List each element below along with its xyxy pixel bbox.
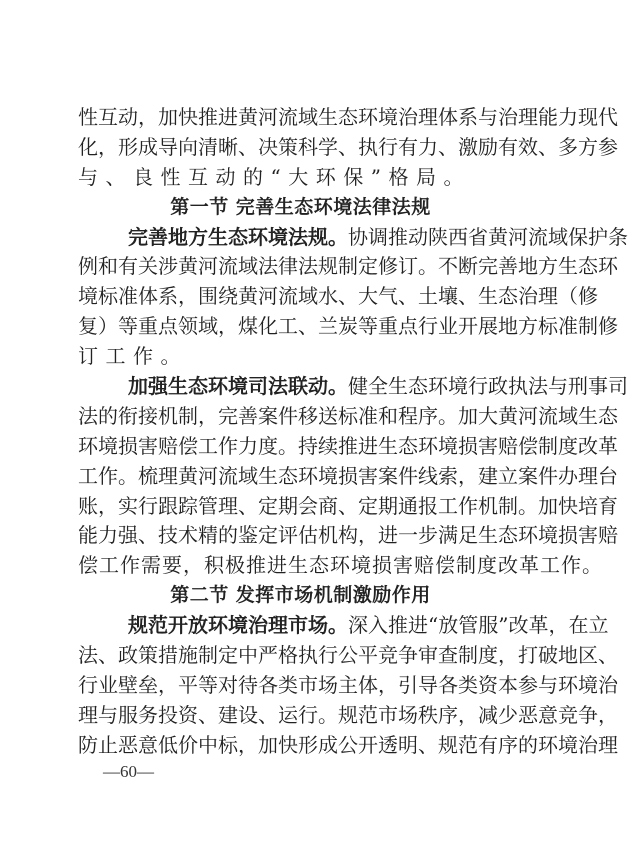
text-line: 环境损害赔偿工作力度。持续推进生态环境损害赔偿制度改革	[78, 433, 618, 458]
paragraph-text: 协调推动陕西省黄河流域保护条	[348, 224, 628, 249]
text-line: 防止恶意低价中标，加快形成公开透明、规范有序的环境治理	[78, 732, 618, 757]
text-line: 账，实行跟踪管理、定期会商、定期通报工作机制。加快培育	[78, 493, 618, 518]
text-line: 化，形成导向清晰、决策科学、执行有力、激励有效、多方参	[78, 134, 618, 159]
text-line: 能力强、技术精的鉴定评估机构，进一步满足生态环境损害赔	[78, 523, 618, 548]
paragraph-text: 健全生态环境行政执法与刑事司	[348, 374, 628, 399]
text-line: 法的衔接机制，完善案件移送标准和程序。加大黄河流域生态	[78, 403, 618, 428]
section-heading: 第二节 发挥市场机制激励作用	[170, 584, 431, 607]
text-line: 复）等重点领域，煤化工、兰炭等重点行业开展地方标准制修	[78, 314, 618, 339]
paragraph-lead: 加强生态环境司法联动。	[128, 374, 348, 399]
paragraph-first-line	[78, 611, 609, 641]
text-line: 工作。梳理黄河流域生态环境损害案件线索，建立案件办理台	[78, 463, 618, 488]
text-line: 偿工作需要，积极推进生态环境损害赔偿制度改革工作。	[78, 553, 603, 578]
text-line: 性互动，加快推进黄河流域生态环境治理体系与治理能力现代	[78, 105, 618, 129]
section-heading: 第一节 完善生态环境法律法规	[170, 195, 431, 218]
text-line: 行业壁垒，平等对待各类市场主体，引导各类资本参与环境治	[78, 672, 618, 697]
text-line: 法、政策措施制定中严格执行公平竞争审查制度，打破地区、	[78, 643, 618, 668]
paragraph-first-line	[78, 372, 628, 402]
document-page	[78, 103, 628, 761]
text-line: 境标准体系，围绕黄河流域水、大气、土壤、生态治理（修	[78, 284, 598, 309]
text-line: 例和有关涉黄河流域法律法规制定修订。不断完善地方生态环	[78, 254, 618, 279]
text-line: 理与服务投资、建设、运行。规范市场秩序，减少恶意竞争，	[78, 702, 618, 727]
text-line: 与、良性互动的“大环保”格局。	[78, 164, 471, 189]
paragraph-lead: 完善地方生态环境法规。	[128, 224, 348, 249]
page-number: —60—	[103, 762, 154, 781]
paragraph-first-line	[78, 223, 628, 253]
text-line: 订工作。	[78, 344, 188, 369]
paragraph-lead: 规范开放环境治理市场。	[128, 613, 348, 638]
paragraph-text: 深入推进“放管服”改革，在立	[348, 613, 609, 638]
